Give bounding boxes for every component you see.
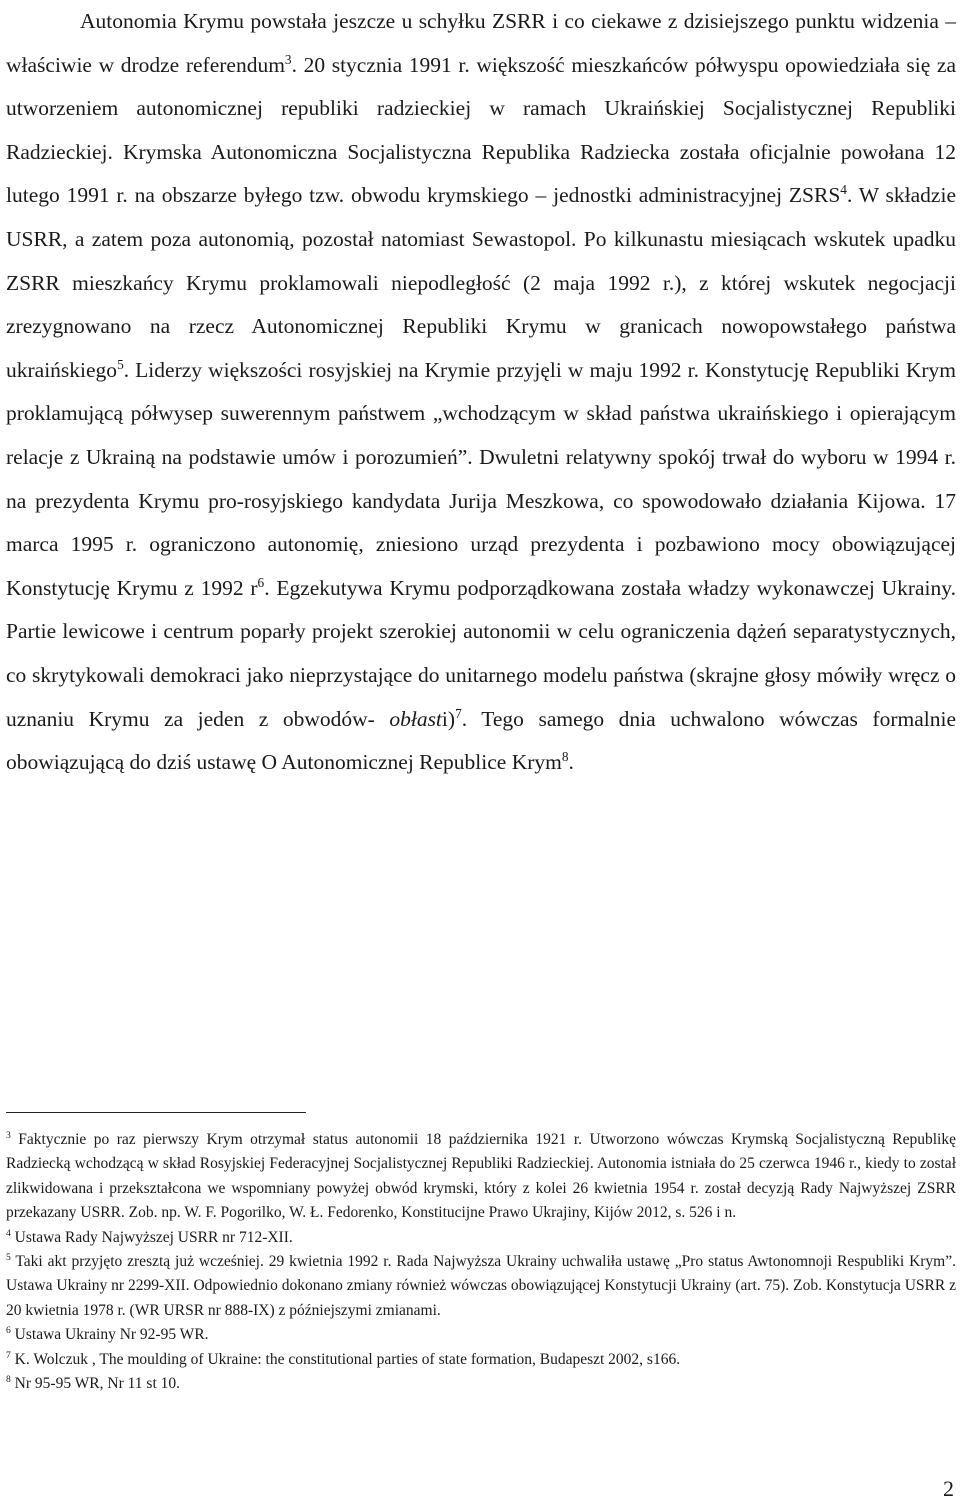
footnote bbox=[6, 1128, 956, 1226]
footnote-text: Taki akt przyjęto zresztą już wcześniej. 29 kwietnia 1992 r. Rada Najwyższa Ukrainy uchwaliła ustawę „Pro status Awtonomnoji Respubliki Krym”. Ustawa Ukrainy nr 2299-XII. Odpowiednio dokonano zmiany również wówczas obowiązującej Konstytucji Ukrainy (art. 75). Zob. Konstytucja USRR z 20 kwietnia 1978 r. (WR URSR nr 888-IX) z późniejszymi zmianami. bbox=[6, 1253, 956, 1319]
main-text bbox=[6, 0, 956, 785]
footnote-text: Nr 95-95 WR, Nr 11 st 10. bbox=[14, 1375, 180, 1393]
footnote-text: Ustawa Rady Najwyższej USRR nr 712-XII. bbox=[14, 1228, 293, 1246]
body-text: . Egzekutywa Krymu podporządkowana została władzy wykonawczej Ukrainy. Partie lewicowe i centrum poparły projekt szerokiej autonomii w celu ograniczenia dążeń separatystycznych, co skrytykowali demokraci jako nieprzystające do unitarnego modelu państwa (skrajne głosy mówiły wręcz o uznaniu Krymu za jeden z obwodów- bbox=[6, 575, 956, 731]
footnote-ref-8[interactable]: 8 bbox=[561, 748, 569, 764]
footnote bbox=[6, 1250, 956, 1323]
body-text: . Tego samego dnia uchwalono wówczas formalnie obowiązującą do dziś ustawę O Autonomicznej Republice Krym bbox=[6, 706, 957, 775]
body-text: . Liderzy większości rosyjskiej na Krymie przyjęli w maju 1992 r. Konstytucję Republiki Krym proklamującą półwysep suwerennym państwem „wchodzącym w skład państwa ukraińskiego i opierającym relacje z Ukrainą na podstawie umów i porozumień”. Dwuletni relatywny spokój trwał do wyboru w 1994 r. na prezydenta Krymu pro-rosyjskiego kandydata Jurija Meszkowa, co spowodowało działania Kijowa. 17 marca 1995 r. ograniczono autonomię, zniesiono urząd prezydenta i pozbawiono mocy obowiązującej Konstytucję Krymu z 1992 r bbox=[6, 357, 956, 600]
footnote-separator bbox=[6, 1112, 306, 1113]
footnote-ref-7[interactable]: 7 bbox=[455, 705, 462, 721]
footnotes bbox=[6, 1128, 956, 1396]
footnote-text: K. Wolczuk , The moulding of Ukraine: the constitutional parties of state formation, Budapeszt 2002, s166. bbox=[14, 1350, 681, 1368]
footnote-ref-3[interactable]: 3 bbox=[284, 51, 292, 67]
italic-term: obłast bbox=[389, 706, 442, 731]
body-text: . 20 stycznia 1991 r. większość mieszkańców półwyspu opowiedziała się za utworzeniem autonomicznej republiki radzieckiej w ramach Ukraińskiej Socjalistycznej Republiki Radzieckiej. Krymska Autonomiczna Socjalistyczna Republika Radziecka została oficjalnie powołana 12 lutego 1991 r. na obszarze byłego tzw. obwodu krymskiego – jednostki administracyjnej ZSRS bbox=[6, 52, 956, 208]
footnote-number: 7 bbox=[6, 1349, 11, 1361]
body-text: . bbox=[568, 750, 574, 775]
footnote-number: 8 bbox=[6, 1373, 11, 1385]
footnote-number: 3 bbox=[6, 1129, 11, 1141]
body-text: . W składzie USRR, a zatem poza autonomią, pozostał natomiast Sewastopol. Po kilkunastu miesiącach wskutek upadku ZSRR mieszkańcy Krymu proklamowali niepodległość (2 maja 1992 r.), z której wskutek negocjacji zrezygnowano na rzecz Autonomicznej Republiki Krymu w granicach nowopowstałego państwa ukraińskiego bbox=[6, 183, 956, 382]
body-text: Autonomia Krymu powstała jeszcze u schyłku ZSRR i co ciekawe z dzisiejszego punktu widzenia – właściwie w drodze referendum bbox=[6, 9, 956, 77]
footnote bbox=[6, 1226, 956, 1250]
footnote-number: 5 bbox=[6, 1251, 11, 1263]
footnote-text: Faktycznie po raz pierwszy Krym otrzymał status autonomii 18 października 1921 r. Utworzono wówczas Krymską Socjalistyczną Republikę Radziecką wchodzącą w skład Rosyjskiej Federacyjnej Socjalistycznej Republiki Radzieckiej. Autonomia istniała do 25 czerwca 1946 r., kiedy to został zlikwidowana i przekształcona we wspomniany powyżej obwód krymski, który z kolei 26 kwietnia 1954 r. został decyzją Rady Najwyższej ZSRR przekazany USRR. Zob. np. W. F. Pogorilko, W. Ł. Fedorenko, Konstitucijne Prawo Ukrajiny, Kijów 2012, s. 526 i n. bbox=[6, 1131, 956, 1222]
footnote-number: 4 bbox=[6, 1227, 11, 1239]
body-paragraph bbox=[6, 0, 956, 785]
page-number: 2 bbox=[943, 1476, 954, 1501]
footnote-ref-6[interactable]: 6 bbox=[257, 574, 265, 590]
footnote-number: 6 bbox=[6, 1325, 11, 1337]
footnote-ref-4[interactable]: 4 bbox=[840, 182, 847, 198]
footnote bbox=[6, 1348, 956, 1372]
body-text: i) bbox=[441, 706, 456, 731]
footnote-ref-5[interactable]: 5 bbox=[117, 356, 124, 372]
footnote-text: Ustawa Ukrainy Nr 92-95 WR. bbox=[14, 1326, 209, 1344]
footnote bbox=[6, 1323, 956, 1347]
footnote bbox=[6, 1372, 956, 1396]
